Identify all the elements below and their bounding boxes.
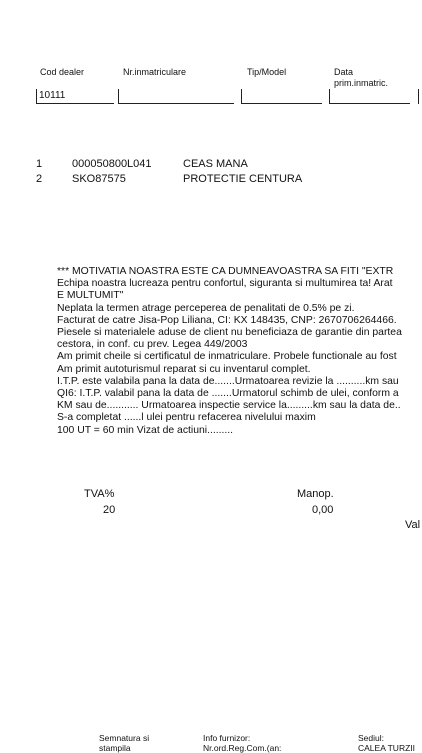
- item-1-nr: 1: [36, 158, 43, 170]
- data-prim-inmatric-field: [330, 89, 410, 104]
- item-2-code: SKO87575: [72, 173, 126, 185]
- note-line: *** MOTIVATIA NOASTRA ESTE CA DUMNEAVOASTRA SA FITI "EXTR: [57, 266, 394, 277]
- note-line: KM sau de........... Urmatoarea inspectie service la.........km sau la data de..: [57, 400, 401, 412]
- note-line: Am primit cheile si certificatul de inmatriculare. Probele functionale au fost: [57, 351, 397, 363]
- cod-dealer-label: Cod dealer: [40, 67, 85, 77]
- invoice-notes: [57, 266, 422, 437]
- field-divider: [418, 89, 419, 104]
- nr-inmatriculare-label: Nr.inmatriculare: [123, 67, 187, 77]
- note-line: QI6: I.T.P. valabil pana la data de .......Urmatorul schimb de ulei, conform a: [57, 388, 399, 400]
- item-2-description: PROTECTIE CENTURA: [183, 173, 303, 185]
- tip-model-field: [242, 89, 322, 104]
- tva-label: TVA%: [84, 488, 115, 500]
- note-line: Neplata la termen atrage perceperea de penalitati de 0.5% pe zi.: [57, 302, 355, 314]
- item-1-description: CEAS MANA: [183, 158, 248, 170]
- sediul-label: Sediul:: [358, 733, 384, 743]
- cod-dealer-field: [37, 89, 114, 104]
- note-line: 100 UT = 60 min Vizat de actiuni.........: [57, 424, 234, 436]
- note-line: E MULTUMIT": [57, 290, 124, 302]
- tva-value: 20: [103, 504, 116, 516]
- note-line: Am primit autoturismul reparat si cu inventarul complet.: [57, 363, 311, 375]
- sediul-address: CALEA TURZII: [358, 743, 415, 753]
- note-line: cestora, in conf. cu prev. Legea 449/2003: [57, 339, 248, 351]
- note-line: Piesele si materialele aduse de client nu beneficiaza de garantie din partea: [57, 327, 402, 339]
- cod-dealer-value: 10111: [39, 90, 66, 101]
- note-line: Echipa noastra lucreaza pentru confortul, siguranta si multumirea ta! Arat: [57, 278, 393, 290]
- item-2-nr: 2: [36, 173, 43, 185]
- note-line: I.T.P. este valabila pana la data de.......Urmatoarea revizie la ..........km sau: [57, 375, 399, 387]
- semnatura-label: Semnatura si: [99, 733, 150, 743]
- val-label: Val: [405, 519, 421, 531]
- nr-inmatriculare-field: [119, 89, 234, 104]
- stampila-label: stampila: [99, 743, 131, 753]
- data-prim-inmatric-label: prim.inmatric.: [334, 78, 389, 88]
- info-furnizor-label: Info furnizor:: [203, 733, 251, 743]
- nr-ord-reg-com-label: Nr.ord.Reg.Com.(an:: [203, 743, 282, 753]
- item-1-code: 000050800L041: [72, 158, 152, 170]
- manop-label: Manop.: [297, 488, 334, 500]
- data-label: Data: [334, 67, 354, 77]
- manop-value: 0,00: [312, 504, 334, 516]
- tip-model-label: Tip/Model: [247, 67, 287, 77]
- note-line: S-a completat ......l ulei pentru refacerea nivelului maxim: [57, 412, 316, 424]
- note-line: Facturat de catre Jisa-Pop Liliana, CI: KX 148435, CNP: 2670706264466.: [57, 314, 397, 326]
